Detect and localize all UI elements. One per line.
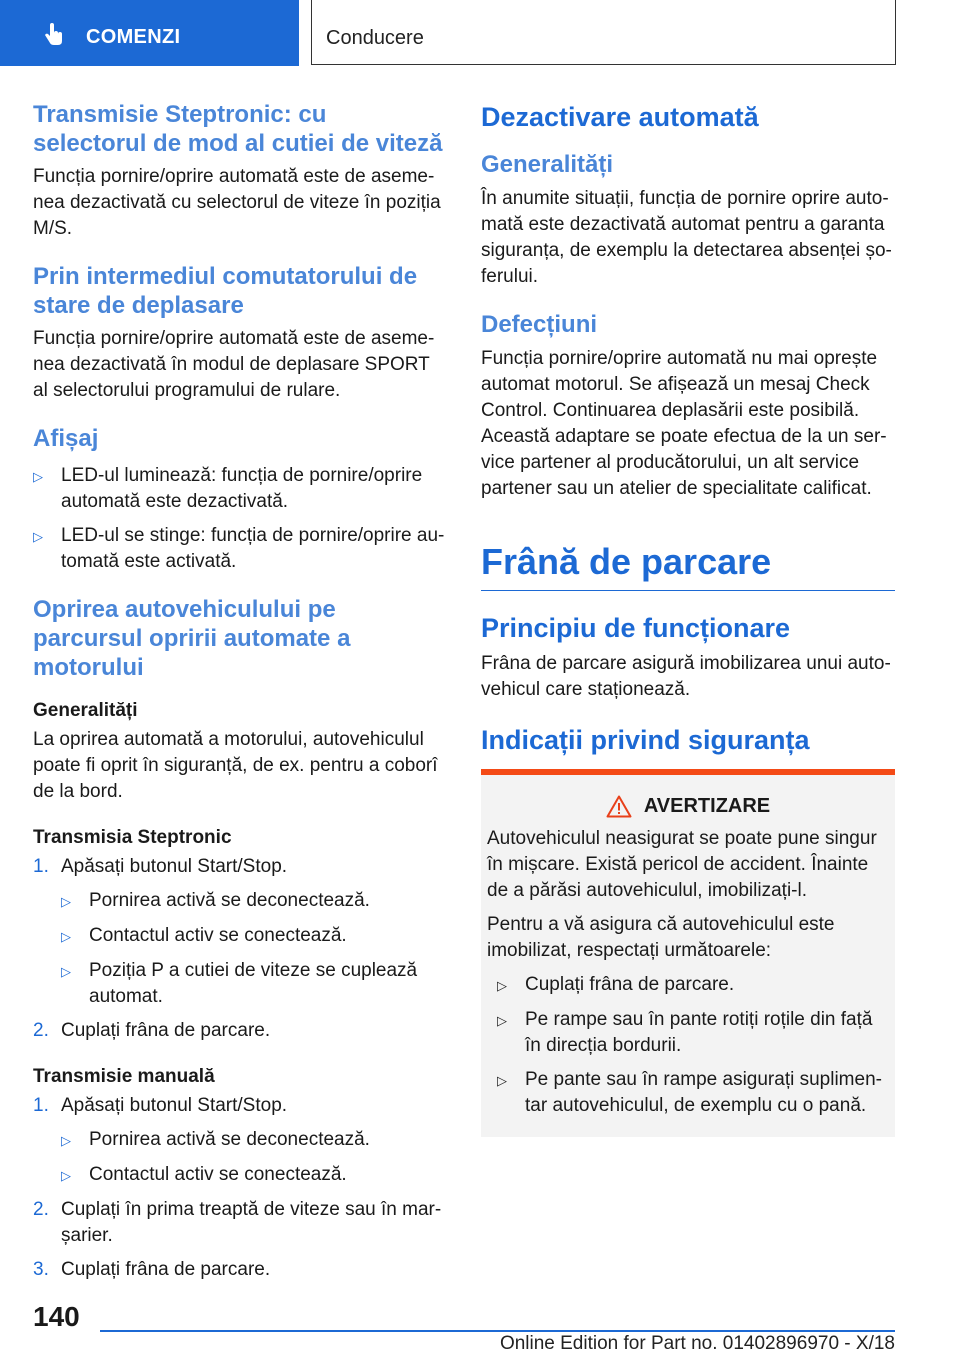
right-column: [481, 100, 895, 1137]
list-item-text: Poziția P a cutiei de viteze se cuplează automat.: [89, 960, 418, 1007]
section-title-principle: Principiu de funcționare: [481, 613, 791, 643]
warning-paragraph: Pentru a vă asigura că autovehiculul este imobilizat, respectați următoarele:: [487, 914, 835, 961]
numbered-step: [33, 854, 445, 880]
section-title-safety: Indicații privind siguranța: [481, 725, 810, 755]
warning-triangle-icon: [606, 795, 632, 818]
paragraph: În anumite situații, funcția de pornire oprire automată este dezactivată automat pentru a garanta siguranța, de exemplu la detectarea absenței șoferului.: [481, 188, 892, 287]
list-item-text: LED-ul luminează: funcția de pornire/oprire automată este dezactivată.: [61, 465, 423, 512]
list-item-text: LED-ul se stinge: funcția de pornire/oprire automată este activată.: [61, 525, 445, 572]
subsection-title-general: Generalități: [33, 700, 138, 721]
list-item: [33, 463, 445, 515]
list-item: [497, 1007, 889, 1059]
warning-paragraph: Autovehiculul neasigurat se poate pune singur în mișcare. Există pericol de accident. Înainte de a părăsi autovehiculul, imobilizați-l.: [487, 828, 877, 901]
bullet-triangle-icon: ▷: [61, 929, 71, 944]
warning-title: AVERTIZARE: [643, 795, 771, 817]
bullet-triangle-icon: ▷: [497, 978, 507, 993]
step-text: Cuplați frâna de parcare.: [61, 1020, 271, 1041]
step-text: Cuplați frâna de parcare.: [61, 1259, 271, 1280]
subsection-title-general: Generalități: [481, 151, 614, 178]
step-number: 1.: [33, 856, 49, 877]
paragraph: La oprirea automată a motorului, autovehiculul poate fi oprit în siguranță, de ex. pentru a coborî de la bord.: [33, 729, 438, 802]
list-item: [61, 1162, 445, 1189]
step-text: Apăsați butonul Start/Stop.: [61, 1095, 288, 1116]
bullet-triangle-icon: ▷: [497, 1073, 507, 1088]
bullet-triangle-icon: ▷: [33, 469, 43, 484]
numbered-step: [33, 1018, 445, 1044]
warning-box: [481, 769, 895, 1137]
tab-conducere[interactable]: [311, 0, 896, 65]
section-title-stopping-vehicle: Oprirea autovehiculului pe parcursul opririi automate a motorului: [33, 596, 351, 681]
list-item: [61, 958, 445, 1010]
list-item-text: Cuplați frâna de parcare.: [525, 974, 735, 995]
list-item-text: Pe rampe sau în pante rotiți roțile din față în direcția bordurii.: [525, 1009, 873, 1056]
numbered-step: [33, 1093, 445, 1119]
list-item: [61, 1127, 445, 1154]
list-item-text: Pe pante sau în rampe asigurați suplimentar autovehiculul, de exemplu cu o pană.: [525, 1069, 882, 1116]
list-item-text: Pornirea activă se deconectează.: [89, 890, 370, 911]
step-text: Cuplați în prima treaptă de viteze sau în marșarier.: [61, 1199, 442, 1246]
subsection-title-manual: Transmisie manuală: [33, 1066, 215, 1087]
section-title-auto-deactivation: Dezactivare automată: [481, 102, 759, 132]
numbered-step: [33, 1197, 445, 1249]
paragraph: Frâna de parcare asigură imobilizarea unui autovehicul care staționează.: [481, 653, 891, 700]
step-number: 2.: [33, 1199, 49, 1220]
bullet-triangle-icon: ▷: [61, 894, 71, 909]
page-number: 140: [33, 1301, 80, 1332]
step-number: 3.: [33, 1259, 49, 1280]
section-title-drive-mode-switch: Prin intermediul comutatorului de stare de deplasare: [33, 263, 418, 319]
step-number: 1.: [33, 1095, 49, 1116]
list-item-text: Contactul activ se conectează.: [89, 1164, 347, 1185]
footer-divider: [100, 1330, 895, 1332]
list-item-text: Contactul activ se conectează.: [89, 925, 347, 946]
bullet-triangle-icon: ▷: [61, 1133, 71, 1148]
subsection-title-steptronic: Transmisia Steptronic: [33, 827, 232, 848]
section-title-display: Afișaj: [33, 425, 99, 452]
list-item: [33, 523, 445, 575]
chapter-divider: [481, 590, 895, 591]
footer-edition: Online Edition for Part no. 01402896970 - X/18: [499, 1333, 895, 1354]
paragraph: Funcția pornire/oprire automată este de asemenea dezactivată cu selectorul de viteze în poziția M/S.: [33, 166, 441, 239]
list-item-text: Pornirea activă se deconectează.: [89, 1129, 370, 1150]
paragraph: Funcția pornire/oprire automată este de asemenea dezactivată în modul de deplasare SPORT al selectorului programului de rulare.: [33, 328, 435, 401]
chapter-title: Frână de parcare: [481, 541, 772, 582]
list-item: [497, 972, 889, 999]
list-item: [61, 923, 445, 950]
subsection-title-malfunctions: Defecțiuni: [481, 311, 598, 338]
step-text: Apăsați butonul Start/Stop.: [61, 856, 288, 877]
bullet-triangle-icon: ▷: [33, 529, 43, 544]
tab-comenzi[interactable]: [0, 0, 299, 66]
list-item: [497, 1067, 889, 1119]
hand-touch-icon: [40, 22, 66, 48]
list-item: [61, 888, 445, 915]
bullet-triangle-icon: ▷: [61, 964, 71, 979]
numbered-step: [33, 1257, 445, 1283]
header-bar: [0, 0, 960, 66]
bullet-triangle-icon: ▷: [61, 1168, 71, 1183]
tab-comenzi-label: COMENZI: [86, 26, 181, 48]
left-column: [33, 100, 445, 1291]
step-number: 2.: [33, 1020, 49, 1041]
tab-conducere-label: Conducere: [326, 27, 424, 49]
bullet-triangle-icon: ▷: [497, 1013, 507, 1028]
section-title-steptronic-selector: Transmisie Steptronic: cu selectorul de mod al cutiei de viteză: [33, 101, 443, 157]
warning-header: [487, 795, 889, 818]
paragraph: Funcția pornire/oprire automată nu mai oprește automat motorul. Se afișează un mesaj Check Control. Continuarea deplasării este posibilă. Această adaptare se poate efectua de la un service partener al producătorului, un alt service partener sau un atelier de specialitate calificat.: [481, 348, 887, 499]
